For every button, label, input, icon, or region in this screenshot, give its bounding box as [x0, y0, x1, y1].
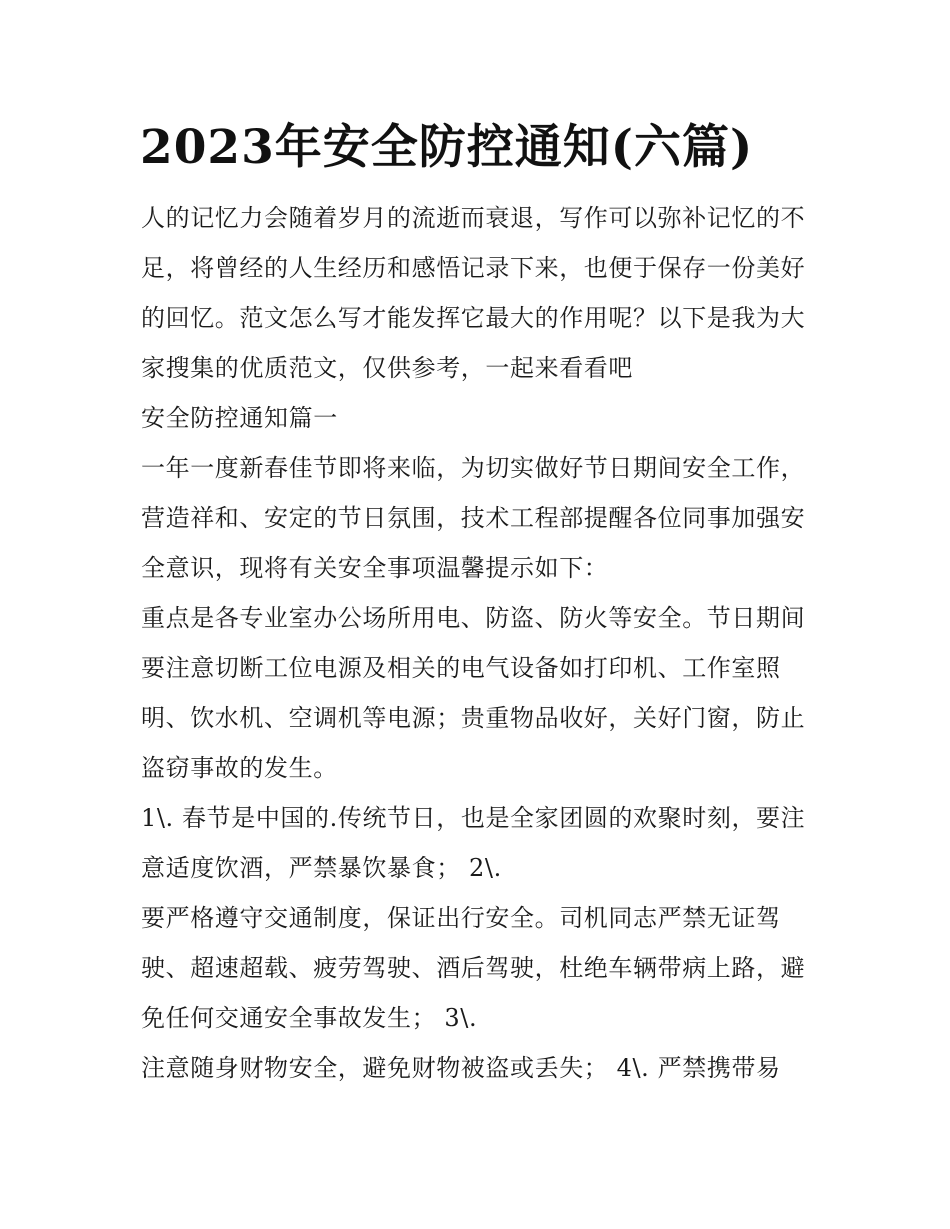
document-title: 2023年安全防控通知(六篇) [140, 120, 754, 175]
body-line: 1\. 春节是中国的.传统节日，也是全家团圆的欢聚时刻，要注 [141, 804, 806, 832]
section-heading: 安全防控通知篇一 [141, 404, 338, 432]
body-line: 家搜集的优质范文，仅供参考，一起来看看吧 [141, 354, 633, 382]
body-line: 人的记忆力会随着岁月的流逝而衰退，写作可以弥补记忆的不 [141, 204, 806, 232]
body-line: 免任何交通安全事故发生； 3\. [141, 1004, 478, 1032]
body-line: 足，将曾经的人生经历和感悟记录下来，也便于保存一份美好 [141, 254, 806, 282]
body-line: 要注意切断工位电源及相关的电气设备如打印机、工作室照 [141, 654, 781, 682]
body-line: 驶、超速超载、疲劳驾驶、酒后驾驶，杜绝车辆带病上路，避 [141, 954, 806, 982]
body-line: 注意随身财物安全，避免财物被盗或丢失； 4\. 严禁携带易 [141, 1054, 781, 1082]
body-line: 营造祥和、安定的节日氛围，技术工程部提醒各位同事加强安 [141, 504, 806, 532]
body-line: 全意识，现将有关安全事项温馨提示如下： [141, 554, 609, 582]
body-line: 的回忆。范文怎么写才能发挥它最大的作用呢？以下是我为大 [141, 304, 806, 332]
body-line: 意适度饮酒，严禁暴饮暴食； 2\. [141, 854, 502, 882]
body-line: 要严格遵守交通制度，保证出行安全。司机同志严禁无证驾 [141, 904, 781, 932]
body-line: 明、饮水机、空调机等电源；贵重物品收好，关好门窗，防止 [141, 704, 806, 732]
body-line: 一年一度新春佳节即将来临，为切实做好节日期间安全工作， [141, 454, 806, 482]
body-line: 盗窃事故的发生。 [141, 754, 338, 782]
body-line: 重点是各专业室办公场所用电、防盗、防火等安全。节日期间 [141, 604, 806, 632]
